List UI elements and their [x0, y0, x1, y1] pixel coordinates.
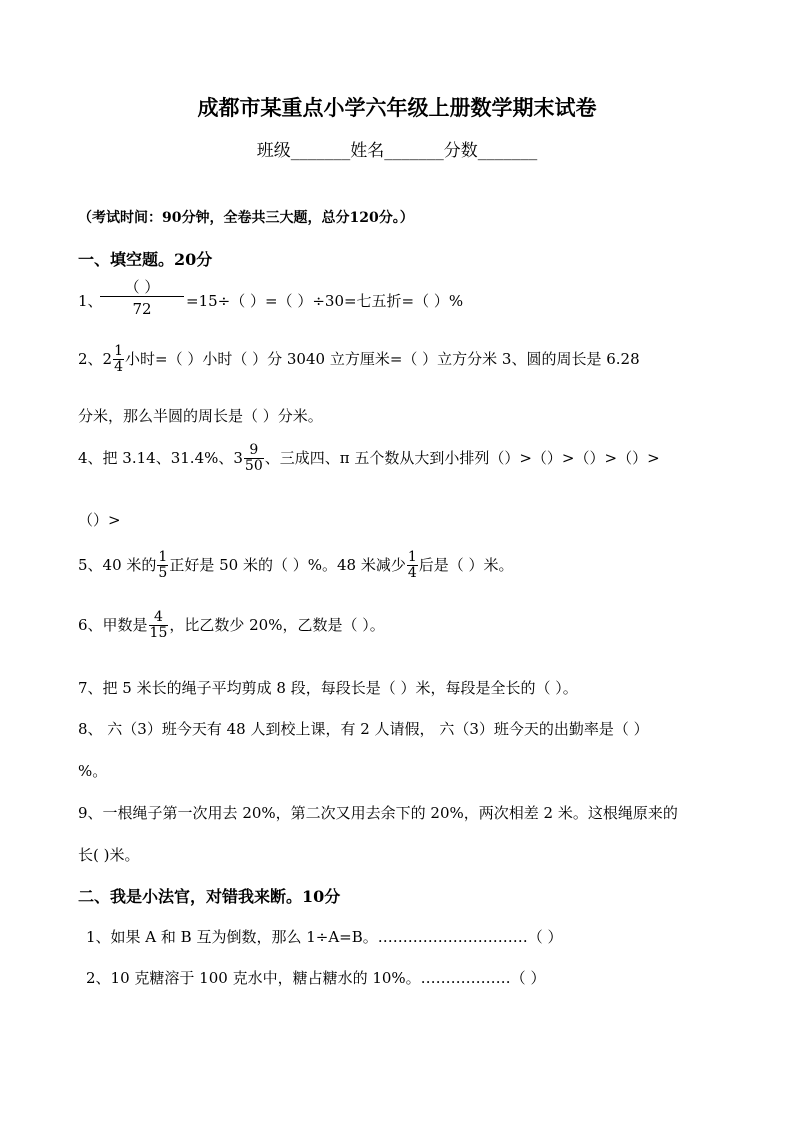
exam-note: （考试时间：90分钟，全卷共三大题，总分120分。） — [78, 210, 414, 226]
q2-prefix: 2、2 — [78, 349, 113, 368]
section-1-heading: 一、填空题。20分 — [78, 250, 213, 269]
q5-text-c: 后是（ ）米。 — [418, 555, 514, 574]
q4-continuation: （）> — [78, 511, 121, 529]
q2-fraction-numerator: 1 — [114, 343, 124, 359]
q6-text-a: 6、甲数是 — [78, 615, 148, 634]
q2-continuation: 分米，那么半圆的周长是（ ）分米。 — [78, 407, 323, 425]
q5-fraction-1-numerator: 1 — [158, 549, 168, 565]
student-info-line: 班级_______姓名_______分数_______ — [256, 141, 538, 161]
judgement-2: 2、10 克糖溶于 100 克水中，糖占糖水的 10%。………………（ ） — [86, 969, 546, 987]
question-6 — [78, 610, 385, 642]
q5-fraction-1-denominator: 5 — [158, 565, 168, 582]
q6-fraction-denominator: 15 — [149, 625, 168, 642]
q2-text: 小时=（ ）小时（ ）分 3040 立方厘米=（ ）立方分米 3、圆的周长是 6.28 — [125, 349, 640, 368]
question-7: 7、把 5 米长的绳子平均剪成 8 段，每段长是（ ）米，每段是全长的（ ）。 — [78, 679, 578, 697]
q1-fraction-denominator: 72 — [132, 300, 152, 318]
q4-fraction-numerator: 9 — [244, 443, 264, 459]
q5-text-a: 5、40 米的 — [78, 555, 157, 574]
q6-fraction-numerator: 4 — [149, 610, 169, 626]
q5-fraction-2-denominator: 4 — [407, 565, 417, 582]
q6-fraction — [149, 610, 169, 642]
q4-prefix: 4、把 3.14、31.4%、3 — [78, 448, 243, 467]
page-title: 成都市某重点小学六年级上册数学期末试卷 — [197, 95, 597, 120]
section-2-heading: 二、我是小法官，对错我来断。10分 — [78, 887, 341, 906]
q1-fraction-numerator: （ ） — [100, 276, 184, 297]
q2-fraction — [113, 344, 124, 376]
question-8-line-1: 8、 六（3）班今天有 48 人到校上课，有 2 人请假， 六（3）班今天的出勤率是（ ） — [78, 720, 649, 738]
q5-fraction-1 — [157, 550, 168, 582]
q4-text: 、三成四、π 五个数从大到小排列（）>（）>（）>（）> — [264, 448, 660, 467]
q1-text: =15÷（ ）=（ ）÷30=七五折=（ ）% — [186, 292, 464, 310]
q4-fraction — [244, 443, 264, 475]
q1-prefix: 1、 — [78, 292, 103, 310]
question-9-line-1: 9、一根绳子第一次用去 20%，第二次又用去余下的 20%，两次相差 2 米。这根绳原来的 — [78, 804, 678, 822]
q2-fraction-denominator: 4 — [114, 359, 124, 376]
q6-text-b: ，比乙数少 20%，乙数是（ ）。 — [169, 615, 385, 634]
q5-fraction-2 — [407, 550, 418, 582]
question-8-line-2: %。 — [78, 762, 108, 780]
judgement-1: 1、如果 A 和 B 互为倒数，那么 1÷A=B。…………………………（ ） — [86, 928, 563, 946]
question-9-line-2: 长( )米。 — [78, 846, 140, 864]
q5-fraction-2-numerator: 1 — [407, 549, 417, 565]
q4-fraction-denominator: 50 — [244, 458, 263, 475]
question-5 — [78, 550, 514, 582]
q1-fraction — [100, 276, 184, 318]
q5-text-b: 正好是 50 米的（ ）%。48 米减少 — [169, 555, 406, 574]
